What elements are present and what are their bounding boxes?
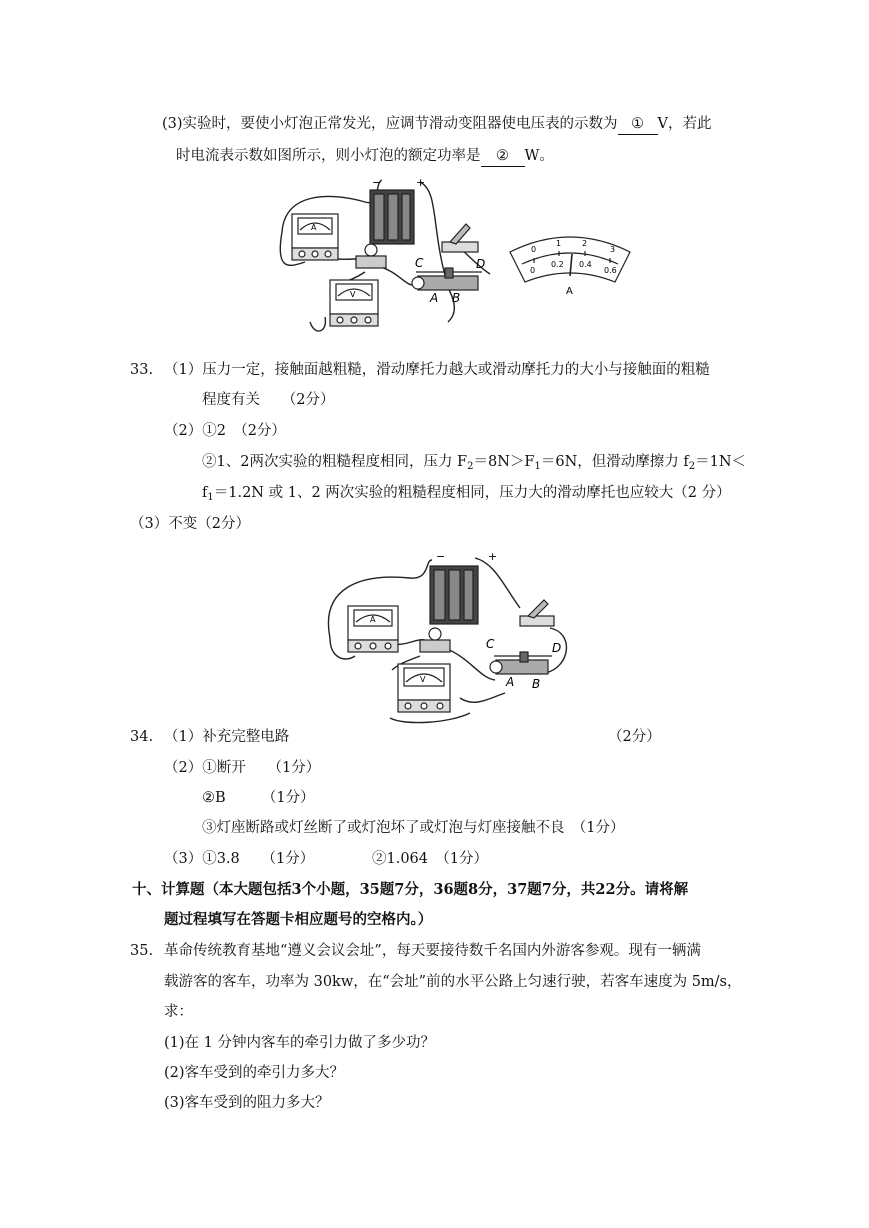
a33-p4-pre: f <box>202 485 208 501</box>
a34-line5a: （3）①3.8 （1分） <box>164 851 315 867</box>
ammeter <box>292 214 338 260</box>
dial-bottom-0: 0 <box>530 266 536 275</box>
voltmeter <box>330 280 378 326</box>
wire <box>460 693 505 702</box>
q3-line1 <box>162 114 712 135</box>
voltmeter-letter: V <box>420 675 426 684</box>
lamp <box>420 628 450 652</box>
q35-line2: 载游客的客车，功率为 30kw，在“会址”前的水平公路上匀速行驶，若客车速度为 5m/s， <box>164 974 742 990</box>
a33-p3-mid2: ＝6N，但滑动摩擦力 f <box>540 454 689 470</box>
rheostat <box>490 652 552 674</box>
battery-minus: − <box>436 550 446 563</box>
a33-p4-sub: 1 <box>207 492 214 503</box>
q3-unit2: W。 <box>524 148 554 164</box>
ammeter-letter: A <box>370 615 376 624</box>
ammeter-letter: A <box>311 223 317 232</box>
label-a: A <box>506 675 515 689</box>
q35-sub3: (3)客车受到的阻力多大？ <box>164 1095 330 1111</box>
a33-p3 <box>202 452 746 477</box>
q3-line2-prefix: 时电流表示数如图所示，则小灯泡的额定功率是 <box>176 148 481 164</box>
label-b: B <box>452 291 461 305</box>
label-a: A <box>430 291 439 305</box>
a34-line3: ②B （1分） <box>202 790 315 806</box>
a33-p3-sub1: 2 <box>467 461 474 472</box>
battery-plus: + <box>416 176 426 189</box>
label-d: D <box>476 257 486 271</box>
battery <box>430 566 478 624</box>
a33-p3-pre: ②1、2两次实验的粗糙程度相同，压力 F <box>202 454 468 470</box>
q35-sub2: (2)客车受到的牵引力多大？ <box>164 1065 345 1081</box>
a33-p4-text: ＝1.2N 或 1、2 两次实验的粗糙程度相同，压力大的滑动摩托也应较大（2 分） <box>213 485 731 501</box>
switch <box>520 600 554 626</box>
wire <box>390 713 470 723</box>
a33-p1-line1: （1）压力一定，接触面越粗糙，滑动摩托力越大或滑动摩托力的大小与接触面的粗糙 <box>164 362 710 378</box>
a33-num: 33. <box>130 362 154 378</box>
label-b: B <box>532 677 541 691</box>
switch <box>442 224 478 252</box>
dial-bottom-3: 0.6 <box>604 266 617 275</box>
q3-blank2: ② <box>481 146 525 167</box>
q35-num: 35. <box>130 943 154 959</box>
section10-line1: 十、计算题（本大题包括3个小题，35题7分，36题8分，37题7分，共22分。请将解 <box>132 881 689 898</box>
label-c: C <box>486 637 495 651</box>
dial-bottom-2: 0.4 <box>579 260 592 269</box>
q3-prefix: (3)实验时，要使小灯泡正常发光，应调节滑动变阻器使电压表的示数为 <box>162 116 618 132</box>
q3-line2 <box>176 146 554 167</box>
label-d: D <box>552 641 562 655</box>
ammeter <box>348 606 398 652</box>
voltmeter <box>398 664 450 712</box>
dial-top-0: 0 <box>531 245 537 254</box>
a34-num: 34. <box>130 729 154 745</box>
wire <box>380 267 415 285</box>
battery-plus: + <box>488 550 498 563</box>
a33-p1-line2: 程度有关 （2分） <box>202 392 335 408</box>
a34-line2: （2）①断开 （1分） <box>164 760 321 776</box>
battery-minus: − <box>372 176 382 189</box>
circuit-figure-1 <box>270 172 640 344</box>
dial-top-2: 2 <box>582 239 588 248</box>
a34-line1: （1）补充完整电路 <box>164 729 290 745</box>
dial-letter: A <box>566 286 573 297</box>
voltmeter-letter: V <box>350 290 356 299</box>
a34-line5b: ②1.064 （1分） <box>372 851 488 867</box>
dial-bottom-1: 0.2 <box>551 260 564 269</box>
battery <box>370 190 414 244</box>
a33-p5: （3）不变（2分） <box>130 516 250 532</box>
a33-p4 <box>202 483 731 508</box>
a34-line4: ③灯座断路或灯丝断了或灯泡坏了或灯泡与灯座接触不良 （1分） <box>202 820 625 836</box>
circuit-figure-2 <box>320 548 580 730</box>
q35-line1: 革命传统教育基地“遵义会议会址”，每天要接待数千名国内外游客参观。现有一辆满 <box>164 943 701 959</box>
ammeter-dial <box>510 237 630 282</box>
a33-p3-mid: ＝8N＞F <box>473 454 535 470</box>
q35-line3: 求： <box>164 1004 193 1020</box>
q35-sub1: (1)在 1 分钟内客车的牵引力做了多少功？ <box>164 1035 435 1051</box>
a33-p3-end: ＝1N＜ <box>695 454 747 470</box>
a33-p3-sub2: 1 <box>534 461 541 472</box>
a33-p2: （2）①2 （2分） <box>164 423 286 439</box>
wire <box>310 317 325 331</box>
q3-blank1: ① <box>618 114 658 135</box>
q3-mid: V，若此 <box>657 116 712 132</box>
dial-top-1: 1 <box>556 239 562 248</box>
label-c: C <box>415 256 424 270</box>
lamp <box>356 244 386 268</box>
dial-top-3: 3 <box>610 245 616 254</box>
wire <box>475 558 520 608</box>
rheostat <box>412 268 482 290</box>
a33-p3-sub3: 2 <box>688 461 696 472</box>
a34-line1-score: （2分） <box>608 729 661 745</box>
section10-line2: 题过程填写在答题卡相应题号的空格内。） <box>164 911 433 928</box>
wire <box>445 648 495 680</box>
